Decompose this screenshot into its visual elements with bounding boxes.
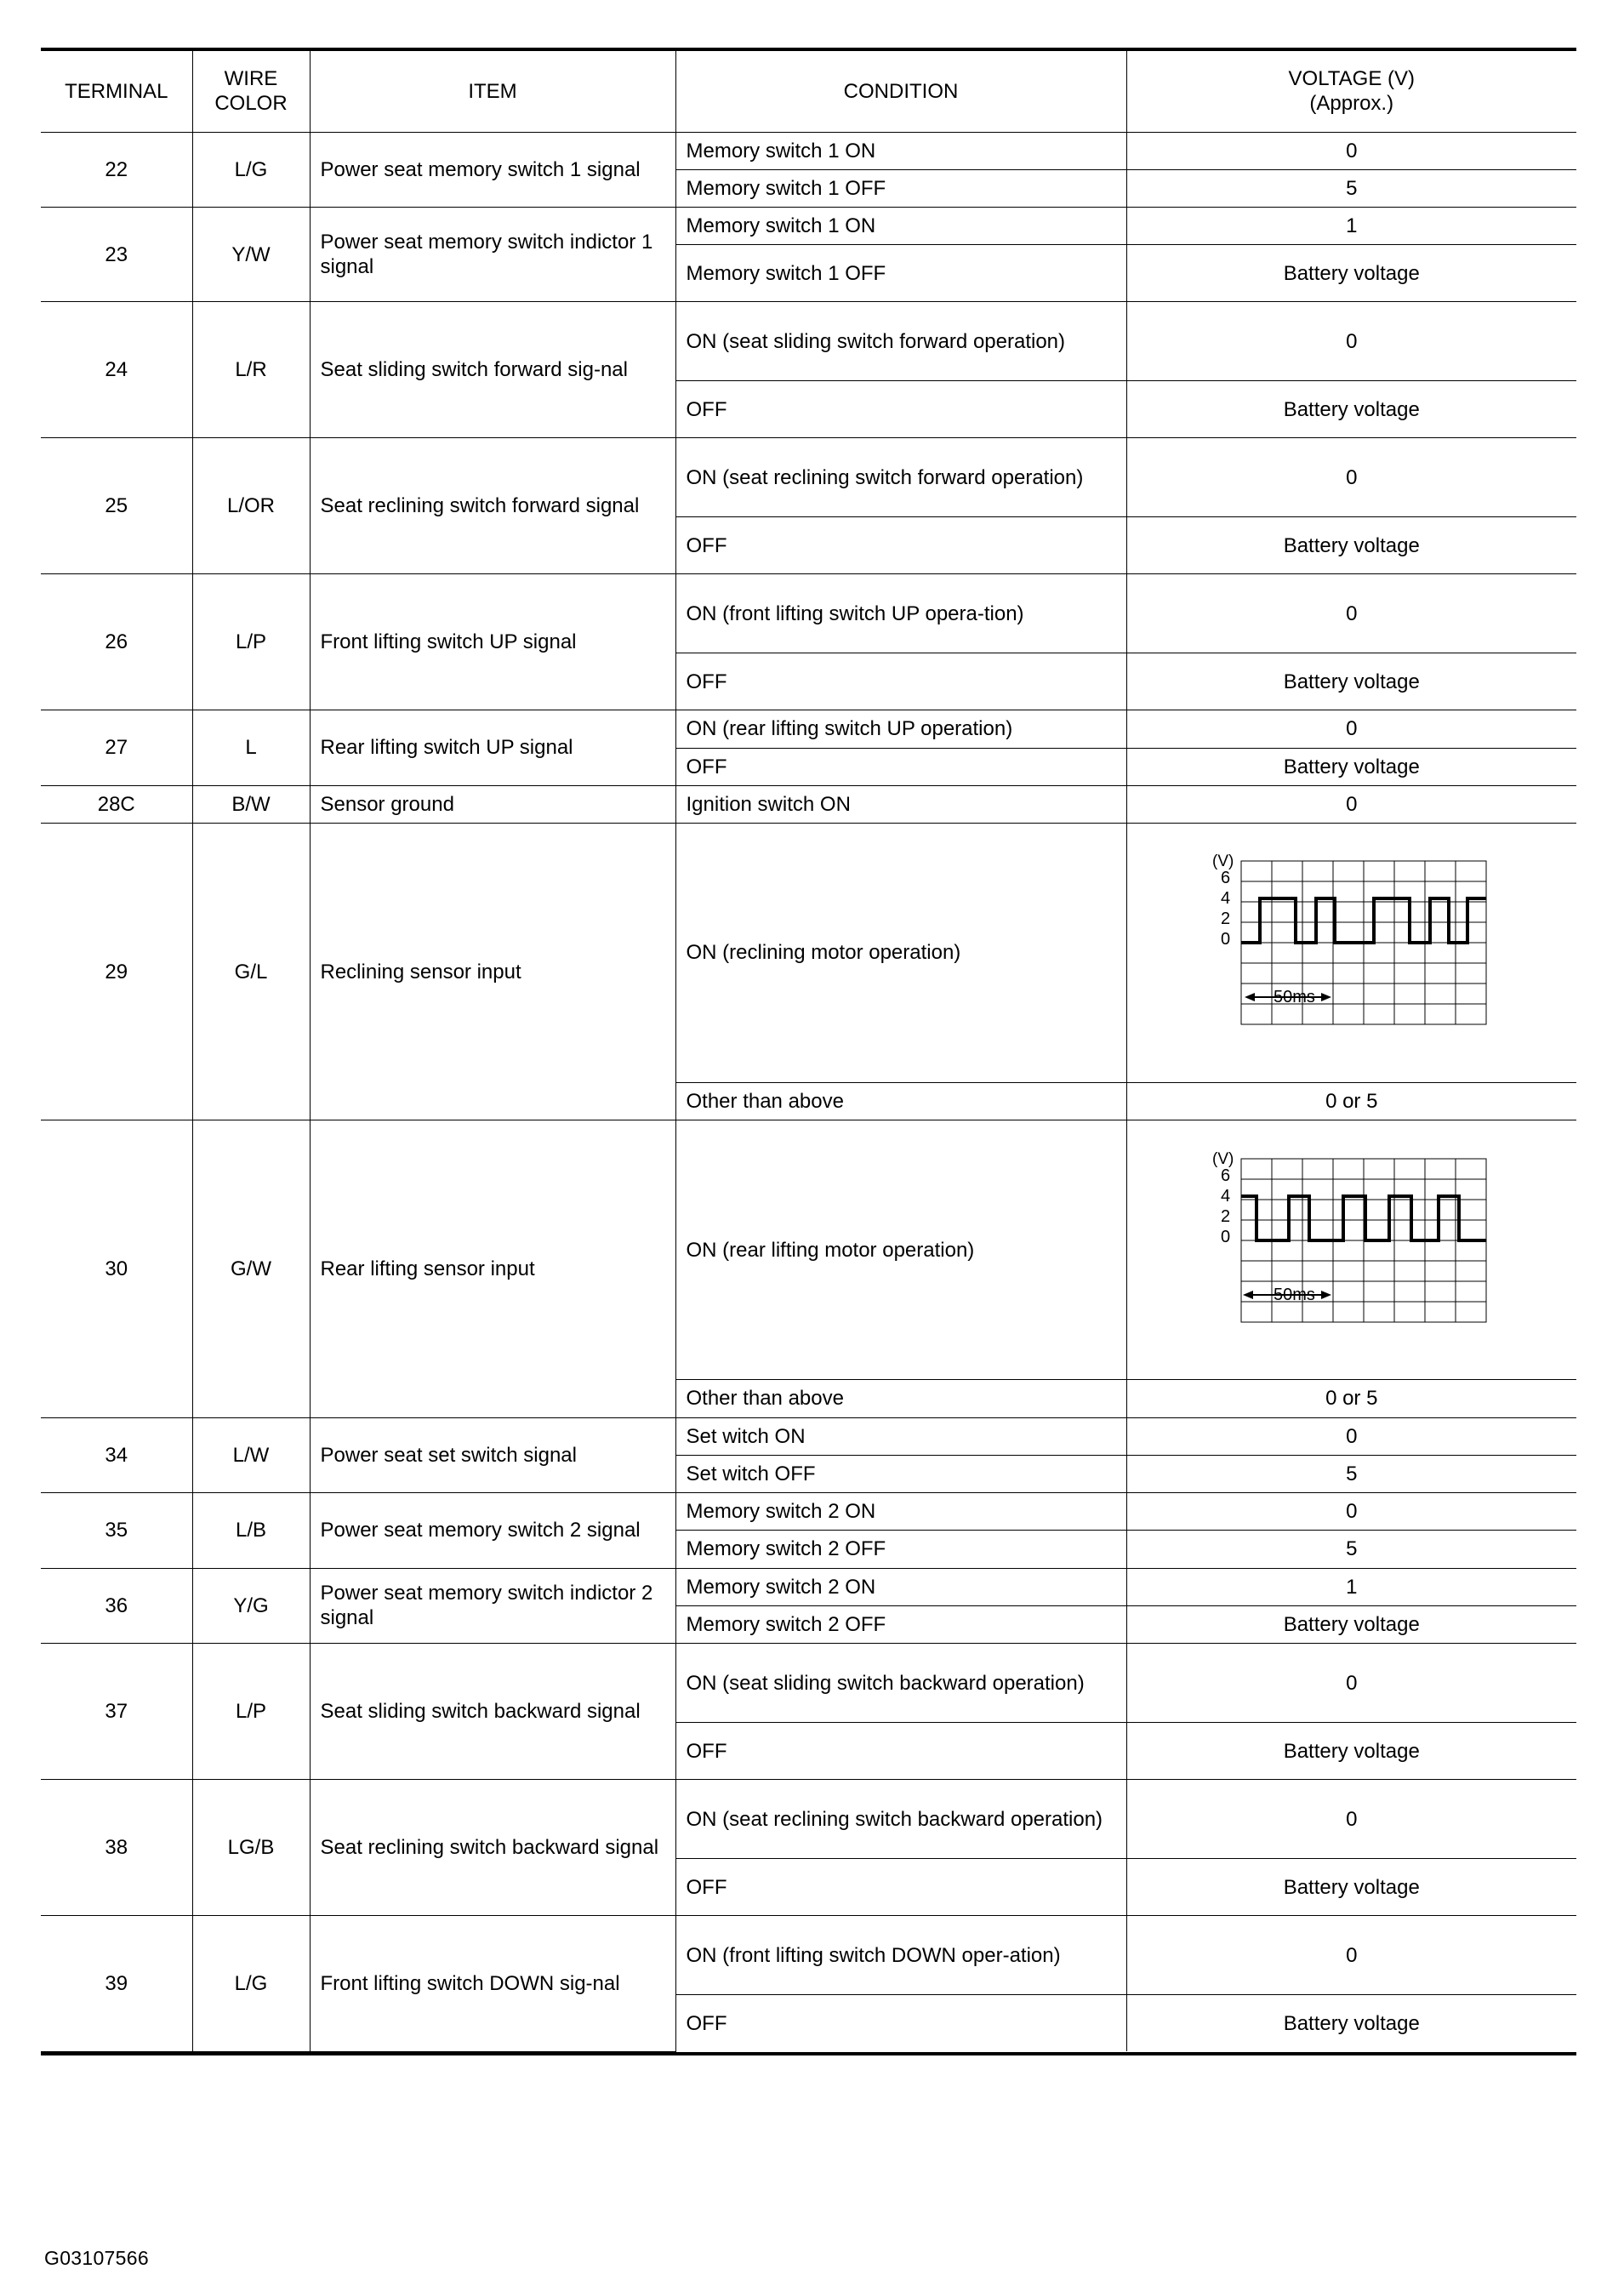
cell-voltage: Battery voltage (1126, 748, 1576, 785)
cell-condition: ON (front lifting switch UP opera-tion) (675, 574, 1126, 653)
cell-item: Front lifting switch UP signal (310, 574, 675, 710)
cell-condition: Other than above (675, 1380, 1126, 1417)
cell-voltage: 0 (1126, 1417, 1576, 1455)
cell-item: Power seat memory switch indictor 1 signal (310, 208, 675, 302)
waveform-reclining-sensor (1207, 847, 1496, 1052)
cell-terminal: 38 (41, 1780, 192, 1916)
cell-voltage: 1 (1126, 1568, 1576, 1605)
cell-voltage: Battery voltage (1126, 381, 1576, 438)
table-row (41, 1417, 1576, 1455)
cell-voltage: 0 (1126, 710, 1576, 748)
waveform-svg (1207, 847, 1496, 1052)
header-voltage-line2: (Approx.) (1309, 92, 1394, 116)
cell-condition: Memory switch 2 OFF (675, 1605, 1126, 1643)
cell-terminal: 35 (41, 1493, 192, 1569)
cell-terminal: 34 (41, 1417, 192, 1493)
cell-voltage: 1 (1126, 208, 1576, 245)
header-wire-color-line2: COLOR (214, 92, 288, 116)
cell-condition: ON (reclining motor operation) (675, 824, 1126, 1083)
cell-voltage-waveform (1126, 824, 1576, 1083)
cell-condition: OFF (675, 1723, 1126, 1780)
cell-item: Power seat set switch signal (310, 1417, 675, 1493)
cell-wire-color: L/G (192, 1916, 310, 2052)
table-row (41, 1644, 1576, 1723)
cell-item: Rear lifting sensor input (310, 1120, 675, 1417)
cell-terminal: 36 (41, 1568, 192, 1644)
cell-terminal: 37 (41, 1644, 192, 1780)
cell-voltage: Battery voltage (1126, 245, 1576, 302)
table-row (41, 824, 1576, 1083)
cell-wire-color: LG/B (192, 1780, 310, 1916)
cell-terminal: 24 (41, 302, 192, 438)
cell-item: Reclining sensor input (310, 824, 675, 1120)
svg-text:(V): (V) (1211, 852, 1234, 871)
cell-item: Power seat memory switch 2 signal (310, 1493, 675, 1569)
svg-text:4: 4 (1220, 1186, 1230, 1206)
cell-wire-color: L/W (192, 1417, 310, 1493)
header-voltage-line1: VOLTAGE (V) (1288, 67, 1415, 90)
cell-voltage: 0 (1126, 574, 1576, 653)
cell-voltage: 5 (1126, 1531, 1576, 1568)
cell-condition: ON (rear lifting motor operation) (675, 1120, 1126, 1380)
svg-text:2: 2 (1220, 1206, 1230, 1226)
cell-terminal: 29 (41, 824, 192, 1120)
svg-text:50ms: 50ms (1273, 1285, 1315, 1304)
table-row (41, 1568, 1576, 1605)
header-voltage (1126, 51, 1576, 132)
cell-condition: OFF (675, 381, 1126, 438)
cell-item: Power seat memory switch indictor 2 signal (310, 1568, 675, 1644)
cell-condition: ON (seat sliding switch forward operation) (675, 302, 1126, 381)
cell-wire-color: L/P (192, 574, 310, 710)
cell-condition: OFF (675, 1859, 1126, 1916)
cell-voltage: 0 or 5 (1126, 1083, 1576, 1120)
waveform-svg (1207, 1145, 1496, 1349)
cell-voltage: 5 (1126, 1455, 1576, 1492)
cell-condition: ON (seat reclining switch backward operation) (675, 1780, 1126, 1859)
header-wire-color-line1: WIRE (224, 67, 278, 90)
svg-text:2: 2 (1220, 909, 1230, 929)
cell-condition: OFF (675, 653, 1126, 710)
header-wire-color (192, 51, 310, 132)
header-item: ITEM (310, 51, 675, 132)
cell-condition: OFF (675, 748, 1126, 785)
svg-text:0: 0 (1220, 930, 1230, 949)
document-footer-code: G03107566 (44, 2247, 149, 2269)
cell-voltage: Battery voltage (1126, 653, 1576, 710)
cell-condition: OFF (675, 517, 1126, 574)
cell-item: Seat reclining switch backward signal (310, 1780, 675, 1916)
cell-item: Sensor ground (310, 785, 675, 823)
svg-text:4: 4 (1220, 889, 1230, 909)
cell-condition: Memory switch 1 OFF (675, 245, 1126, 302)
table-row (41, 1493, 1576, 1531)
cell-voltage: 0 or 5 (1126, 1380, 1576, 1417)
terminal-voltage-table (41, 51, 1576, 2052)
table-row (41, 785, 1576, 823)
cell-condition: Memory switch 1 ON (675, 208, 1126, 245)
cell-voltage: 0 (1126, 132, 1576, 169)
cell-wire-color: L/G (192, 132, 310, 208)
cell-terminal: 25 (41, 438, 192, 574)
cell-condition: Other than above (675, 1083, 1126, 1120)
cell-voltage: Battery voltage (1126, 1995, 1576, 2052)
svg-text:(V): (V) (1211, 1149, 1234, 1168)
cell-voltage: 0 (1126, 302, 1576, 381)
table-row (41, 208, 1576, 245)
cell-terminal: 23 (41, 208, 192, 302)
cell-item: Seat sliding switch forward sig-nal (310, 302, 675, 438)
table-row (41, 574, 1576, 653)
table-row (41, 1916, 1576, 1995)
cell-terminal: 30 (41, 1120, 192, 1417)
cell-voltage: 0 (1126, 1916, 1576, 1995)
table-bottom-rule (41, 2052, 1576, 2055)
cell-terminal: 27 (41, 710, 192, 786)
header-terminal: TERMINAL (41, 51, 192, 132)
svg-text:6: 6 (1220, 869, 1230, 888)
svg-text:0: 0 (1220, 1227, 1230, 1246)
cell-voltage: Battery voltage (1126, 517, 1576, 574)
cell-condition: Ignition switch ON (675, 785, 1126, 823)
waveform-rear-lifting-sensor (1207, 1145, 1496, 1349)
svg-text:6: 6 (1220, 1166, 1230, 1185)
cell-wire-color: G/L (192, 824, 310, 1120)
table-row (41, 438, 1576, 517)
cell-condition: Set witch OFF (675, 1455, 1126, 1492)
cell-terminal: 22 (41, 132, 192, 208)
table-row (41, 1120, 1576, 1380)
cell-voltage: 0 (1126, 785, 1576, 823)
cell-voltage-waveform (1126, 1120, 1576, 1380)
cell-wire-color: Y/W (192, 208, 310, 302)
cell-voltage: Battery voltage (1126, 1723, 1576, 1780)
header-condition: CONDITION (675, 51, 1126, 132)
cell-item: Power seat memory switch 1 signal (310, 132, 675, 208)
cell-condition: ON (front lifting switch DOWN oper-ation) (675, 1916, 1126, 1995)
cell-condition: Memory switch 1 OFF (675, 169, 1126, 207)
cell-voltage: 0 (1126, 1780, 1576, 1859)
cell-wire-color: Y/G (192, 1568, 310, 1644)
cell-condition: ON (rear lifting switch UP operation) (675, 710, 1126, 748)
table-row (41, 1780, 1576, 1859)
cell-item: Seat sliding switch backward signal (310, 1644, 675, 1780)
cell-terminal: 26 (41, 574, 192, 710)
cell-item: Front lifting switch DOWN sig-nal (310, 1916, 675, 2052)
cell-condition: ON (seat sliding switch backward operation) (675, 1644, 1126, 1723)
cell-voltage: Battery voltage (1126, 1859, 1576, 1916)
cell-condition: ON (seat reclining switch forward operation) (675, 438, 1126, 517)
table-row (41, 132, 1576, 169)
table-row (41, 302, 1576, 381)
cell-voltage: 5 (1126, 169, 1576, 207)
cell-condition: Memory switch 2 ON (675, 1493, 1126, 1531)
cell-voltage: 0 (1126, 1644, 1576, 1723)
table-row (41, 710, 1576, 748)
cell-terminal: 39 (41, 1916, 192, 2052)
cell-wire-color: L/B (192, 1493, 310, 1569)
cell-item: Rear lifting switch UP signal (310, 710, 675, 786)
cell-wire-color: G/W (192, 1120, 310, 1417)
table-header-row (41, 51, 1576, 132)
cell-condition: Memory switch 1 ON (675, 132, 1126, 169)
cell-condition: OFF (675, 1995, 1126, 2052)
cell-condition: Set witch ON (675, 1417, 1126, 1455)
cell-voltage: Battery voltage (1126, 1605, 1576, 1643)
cell-wire-color: L/OR (192, 438, 310, 574)
cell-wire-color: B/W (192, 785, 310, 823)
cell-wire-color: L/P (192, 1644, 310, 1780)
cell-voltage: 0 (1126, 1493, 1576, 1531)
cell-voltage: 0 (1126, 438, 1576, 517)
cell-condition: Memory switch 2 ON (675, 1568, 1126, 1605)
cell-wire-color: L/R (192, 302, 310, 438)
cell-condition: Memory switch 2 OFF (675, 1531, 1126, 1568)
cell-wire-color: L (192, 710, 310, 786)
cell-terminal: 28C (41, 785, 192, 823)
svg-text:50ms: 50ms (1273, 988, 1315, 1007)
cell-item: Seat reclining switch forward signal (310, 438, 675, 574)
